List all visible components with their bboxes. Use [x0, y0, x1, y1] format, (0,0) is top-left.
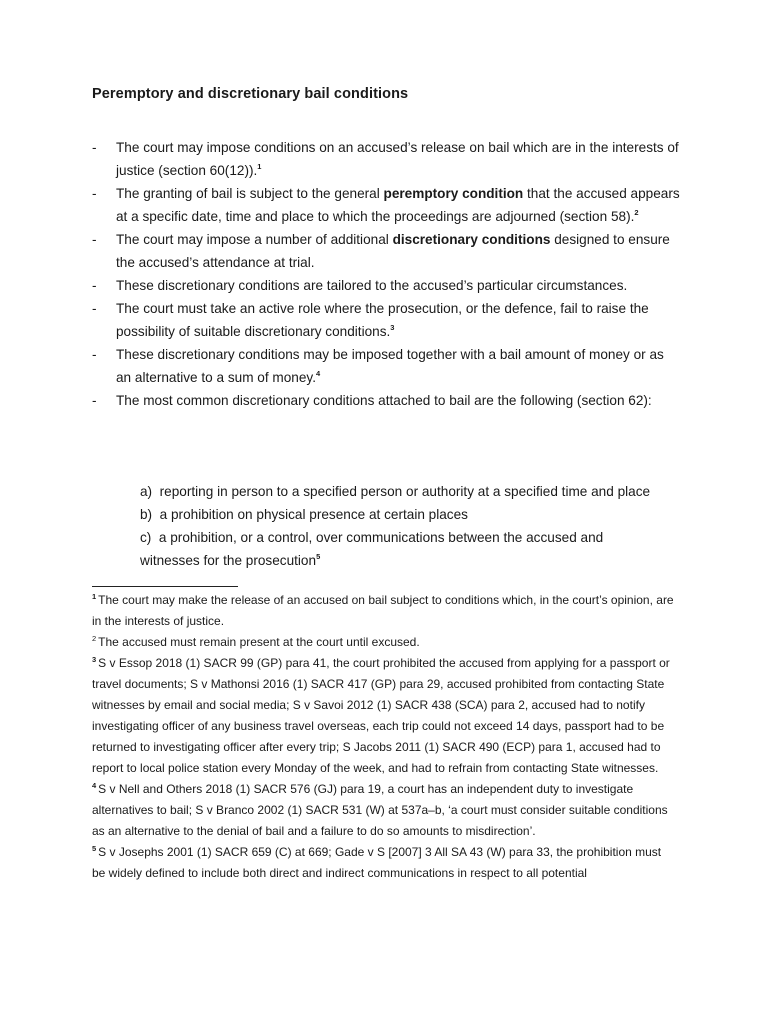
bullet-text: The court must take an active role where the prosecution, or the defence, fail to raise the possibility of suitable discretionary conditions.: [116, 301, 649, 339]
footnote-ref: 4: [315, 369, 321, 378]
sublist-label: b): [140, 507, 153, 522]
footnote-text: The accused must remain present at the court until excused.: [98, 635, 420, 649]
footnote: [92, 779, 676, 842]
footnote-ref: 3: [390, 323, 395, 332]
footnote-ref: 5: [316, 552, 321, 561]
footnote-text: S v Nell and Others 2018 (1) SACR 576 (GJ) para 19, a court has an independent duty to investigate alternatives to bail; S v Branco 2002 (1) SACR 531 (W) at 537a–b, ‘a court must consider suitable conditions as an alternative to the denial of bail and a failure to do so amounts to misdirection’.: [92, 782, 668, 838]
sublist-text: a prohibition on physical presence at certain places: [159, 507, 468, 522]
bullet-item: [92, 389, 682, 412]
bullet-emphasis: peremptory condition: [383, 186, 524, 201]
bullet-text: The court may impose a number of additional: [116, 232, 393, 247]
footnote-text: S v Josephs 2001 (1) SACR 659 (C) at 669; Gade v S [2007] 3 All SA 43 (W) para 33, the prohibition must be widely defined to include both direct and indirect communications in respect to all potential: [92, 845, 662, 880]
bullet-item: [92, 182, 682, 228]
bullet-dash: -: [92, 278, 97, 293]
sublist-text: reporting in person to a specified person or authority at a specified time and place: [159, 484, 651, 499]
footnotes: [92, 590, 676, 884]
bullet-dash: -: [92, 232, 97, 247]
sublist-label: a): [140, 484, 153, 499]
footnote-number: 2: [92, 634, 97, 643]
condition-sublist: [140, 480, 680, 572]
bullet-item: [92, 274, 682, 297]
footnote-text: The court may make the release of an accused on bail subject to conditions which, in the court’s opinion, are in the interests of justice.: [92, 593, 674, 628]
page-title: Peremptory and discretionary bail conditions: [92, 86, 409, 102]
sublist-label: c): [140, 530, 152, 545]
bullet-dash: -: [92, 347, 97, 362]
bullet-item: [92, 297, 682, 343]
sublist-item: [140, 480, 680, 503]
footnote-number: 3: [92, 655, 97, 664]
footnote-ref: 1: [257, 162, 262, 171]
bullet-dash: -: [92, 186, 97, 201]
bullet-dash: -: [92, 301, 97, 316]
sublist-text: a prohibition, or a control, over communications between the accused and: [158, 530, 604, 545]
bullet-text: designed to ensure the accused’s attendance at trial.: [116, 232, 670, 270]
bullet-dash: -: [92, 140, 97, 155]
footnote: [92, 653, 676, 779]
sublist-text-continued: witnesses for the prosecution: [140, 553, 317, 568]
bullet-text: These discretionary conditions may be imposed together with a bail amount of money or as an alternative to a sum of money.: [116, 347, 664, 385]
bullet-item: [92, 343, 682, 389]
bullet-text: The court may impose conditions on an accused’s release on bail which are in the interests of justice (section 60(12)).: [116, 140, 679, 178]
footnote-number: 5: [92, 844, 97, 853]
footnote-number: 4: [92, 781, 97, 790]
bullet-item: [92, 228, 682, 274]
bullet-text: These discretionary conditions are tailored to the accused’s particular circumstances.: [116, 278, 628, 293]
sublist-item: [140, 503, 680, 526]
sublist-item: [140, 526, 680, 572]
bullet-text: that the accused appears at a specific date, time and place to which the proceedings are adjourned (section 58).: [116, 186, 680, 224]
footnote: [92, 632, 676, 653]
footnote: [92, 842, 676, 884]
bullet-text: The most common discretionary conditions attached to bail are the following (section 62):: [116, 393, 652, 408]
footnote-text: S v Essop 2018 (1) SACR 99 (GP) para 41, the court prohibited the accused from applying for a passport or travel documents; S v Mathonsi 2016 (1) SACR 417 (GP) para 29, accused prohibited from contacting State witnesses by email and social media; S v Savoi 2012 (1) SACR 438 (SCA) para 2, accused had to notify investigating officer of any business travel overseas, each trip could not exceed 14 days, passport had to be returned to investigating officer after every trip; S Jacobs 2011 (1) SACR 490 (ECP) para 1, accused had to report to local police station every Monday of the week, and had to refrain from contacting State witnesses.: [92, 656, 670, 775]
footnote-ref: 2: [634, 208, 639, 217]
footnote-number: 1: [92, 592, 97, 601]
bullet-list: [92, 136, 682, 412]
footnote: [92, 590, 676, 632]
bullet-dash: -: [92, 393, 97, 408]
bullet-text: The granting of bail is subject to the general: [116, 186, 384, 201]
bullet-item: [92, 136, 682, 182]
bullet-emphasis: discretionary conditions: [392, 232, 551, 247]
footnote-separator: [92, 586, 238, 587]
